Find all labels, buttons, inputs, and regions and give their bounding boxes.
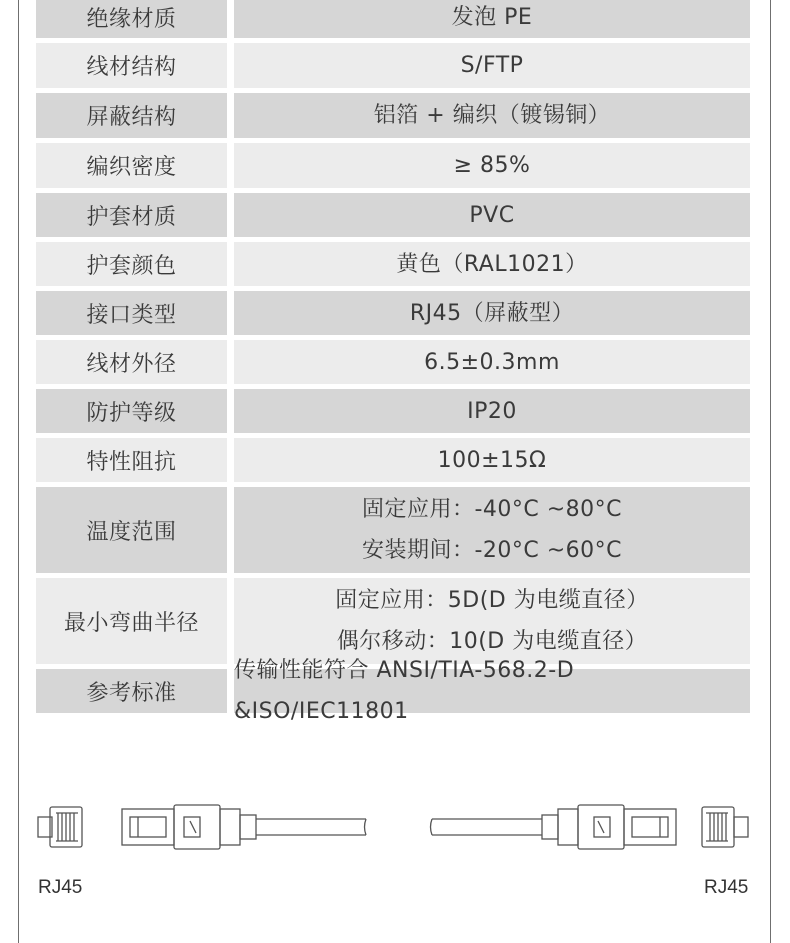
spec-value-line: S/FTP [460, 53, 524, 78]
spec-label: 护套材质 [36, 193, 227, 237]
spec-value [234, 193, 750, 237]
spec-label: 线材外径 [36, 340, 227, 384]
spec-value-line: ≥ 85% [453, 153, 531, 178]
spec-value [234, 291, 750, 335]
right-rj45-label: RJ45 [704, 877, 749, 898]
spec-value [234, 242, 750, 286]
spec-value-line: 偶尔移动：10(D 为电缆直径） [336, 629, 648, 654]
spec-label: 参考标准 [36, 669, 227, 713]
spec-label: 最小弯曲半径 [36, 578, 227, 664]
spec-value-line: 100±15Ω [437, 447, 547, 473]
left-rj45-label: RJ45 [38, 877, 83, 898]
spec-value [234, 340, 750, 384]
spec-label: 屏蔽结构 [36, 93, 227, 138]
spec-value [234, 389, 750, 433]
cable-diagram [30, 795, 760, 865]
spec-row [36, 438, 750, 482]
right-cable-connector-icon [431, 805, 677, 849]
spec-row [36, 658, 750, 724]
spec-label: 温度范围 [36, 487, 227, 573]
spec-value [234, 487, 750, 573]
spec-value [234, 43, 750, 88]
left-rj45-plug-icon [38, 807, 82, 847]
spec-row [36, 389, 750, 433]
spec-label: 绝缘材质 [36, 0, 227, 38]
spec-table [36, 0, 750, 724]
spec-row [36, 0, 750, 38]
spec-label: 编织密度 [36, 143, 227, 188]
spec-value-line: 黄色（RAL1021） [396, 251, 588, 277]
spec-label: 护套颜色 [36, 242, 227, 286]
spec-value-line: 发泡 PE [451, 4, 533, 30]
left-cable-connector-icon [122, 805, 366, 849]
spec-value [234, 143, 750, 188]
spec-row [36, 487, 750, 573]
spec-label: 接口类型 [36, 291, 227, 335]
spec-value-line: 铝箔 + 编织（镀锡铜） [373, 103, 611, 128]
spec-row [36, 193, 750, 237]
right-rj45-plug-icon [702, 807, 748, 847]
spec-row [36, 93, 750, 138]
spec-row [36, 143, 750, 188]
spec-value-line: IP20 [467, 398, 517, 424]
spec-value [234, 658, 750, 724]
spec-value [234, 93, 750, 138]
spec-row [36, 242, 750, 286]
spec-label: 特性阻抗 [36, 438, 227, 482]
spec-value-line: 固定应用：-40°C ~80°C [361, 497, 623, 522]
spec-row [36, 340, 750, 384]
spec-value-line: 传输性能符合 ANSI/TIA-568.2-D &ISO/IEC11801 [234, 658, 575, 724]
spec-value-line: RJ45（屏蔽型） [409, 300, 575, 326]
spec-label: 线材结构 [36, 43, 227, 88]
spec-value [234, 438, 750, 482]
spec-value [234, 0, 750, 38]
spec-value-line: 固定应用：5D(D 为电缆直径） [335, 588, 649, 613]
spec-row [36, 43, 750, 88]
spec-value-line: 安装期间：-20°C ~60°C [361, 538, 623, 563]
spec-value-line: PVC [469, 202, 515, 228]
spec-label: 防护等级 [36, 389, 227, 433]
spec-value-line: 6.5±0.3mm [424, 349, 560, 375]
spec-row [36, 291, 750, 335]
